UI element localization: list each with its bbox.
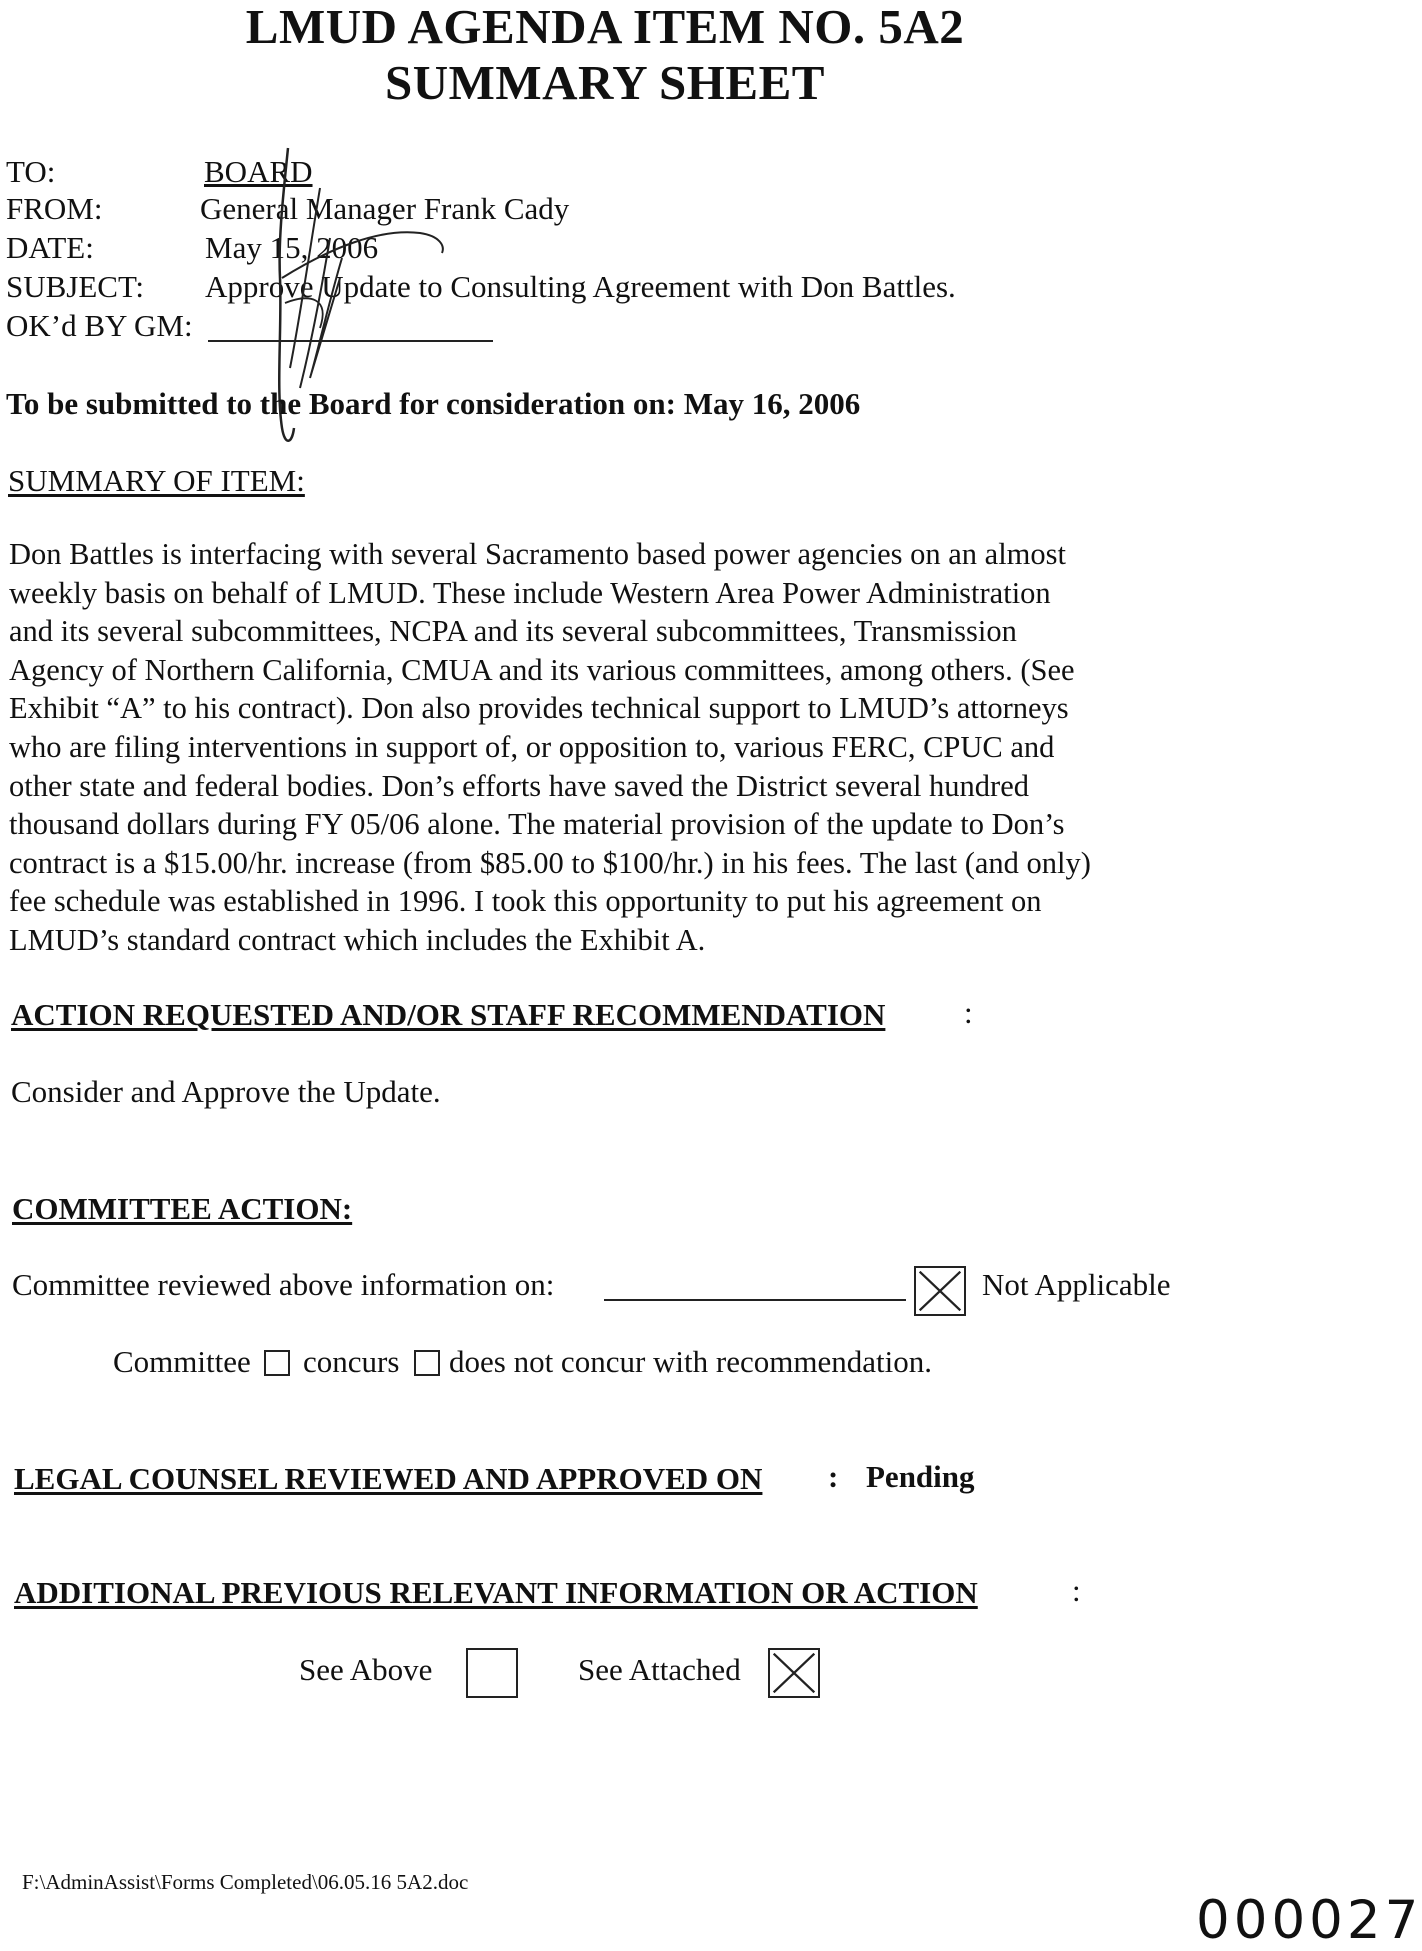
from-label: FROM: — [6, 191, 103, 226]
okd-by-gm-label: OK’d BY GM: — [6, 308, 193, 343]
date-label: DATE: — [6, 230, 94, 265]
summary-line: Agency of Northern California, CMUA and its various committees, among others. (See — [9, 652, 1075, 687]
does-not-concur-checkbox[interactable] — [414, 1350, 440, 1376]
file-path-footer: F:\AdminAssist\Forms Completed\06.05.16 5A2.doc — [22, 1870, 469, 1894]
additional-info-heading: ADDITIONAL PREVIOUS RELEVANT INFORMATION OR ACTION — [14, 1575, 978, 1610]
concurs-label: concurs — [303, 1344, 400, 1379]
see-attached-label: See Attached — [578, 1652, 741, 1687]
summary-line: and its several subcommittees, NCPA and its several subcommittees, Transmission — [9, 614, 1017, 649]
not-applicable-checkbox[interactable] — [914, 1266, 966, 1316]
legal-status: Pending — [866, 1459, 975, 1494]
subject-label: SUBJECT: — [6, 269, 144, 304]
not-applicable-label: Not Applicable — [982, 1267, 1171, 1302]
summary-line: who are filing interventions in support of, or opposition to, various FERC, CPUC and — [9, 729, 1055, 764]
gm-signature-line — [208, 340, 493, 342]
committee-reviewed-text: Committee reviewed above information on: — [12, 1267, 555, 1302]
committee-label: Committee — [113, 1344, 251, 1379]
summary-line: Don Battles is interfacing with several Sacramento based power agencies on an almost — [9, 537, 1067, 571]
additional-heading-colon: : — [1072, 1573, 1081, 1608]
to-label: TO: — [6, 154, 56, 189]
committee-action-heading: COMMITTEE ACTION: — [12, 1191, 353, 1226]
summary-paragraph — [9, 535, 1219, 960]
does-not-concur-label: does not concur with recommendation. — [449, 1344, 932, 1379]
summary-line: fee schedule was established in 1996. I took this opportunity to put his agreement on — [9, 884, 1042, 919]
summary-line: weekly basis on behalf of LMUD. These include Western Area Power Administration — [9, 575, 1051, 610]
summary-heading: SUMMARY OF ITEM: — [8, 463, 305, 498]
agenda-item-title: LMUD AGENDA ITEM NO. 5A2 — [245, 0, 965, 54]
date-value: May 15, 2006 — [205, 230, 379, 265]
summary-line: other state and federal bodies. Don’s efforts have saved the District several hundred — [9, 768, 1029, 803]
action-requested-text: Consider and Approve the Update. — [11, 1074, 441, 1109]
see-above-checkbox[interactable] — [466, 1648, 518, 1698]
summary-sheet-title: SUMMARY SHEET — [385, 55, 825, 110]
summary-line: Exhibit “A” to his contract). Don also provides technical support to LMUD’s attorneys — [9, 691, 1069, 726]
concurs-checkbox[interactable] — [264, 1350, 290, 1376]
subject-value: Approve Update to Consulting Agreement with Don Battles. — [205, 269, 956, 304]
action-requested-heading: ACTION REQUESTED AND/OR STAFF RECOMMENDATION — [11, 997, 886, 1032]
legal-counsel-heading: LEGAL COUNSEL REVIEWED AND APPROVED ON — [14, 1461, 763, 1496]
summary-line: LMUD’s standard contract which includes the Exhibit A. — [9, 922, 706, 957]
to-value: BOARD — [204, 154, 313, 189]
from-value: General Manager Frank Cady — [200, 191, 570, 226]
summary-line: contract is a $15.00/hr. increase (from $85.00 to $100/hr.) in his fees. The last (and only) — [9, 845, 1091, 880]
bates-page-number: 000027 — [1196, 1890, 1422, 1951]
see-attached-checkbox[interactable] — [768, 1648, 820, 1698]
see-above-label: See Above — [299, 1652, 433, 1687]
committee-review-date-field[interactable] — [604, 1299, 906, 1301]
action-heading-colon: : — [964, 995, 973, 1030]
submission-date-line: To be submitted to the Board for consideration on: May 16, 2006 — [6, 386, 861, 421]
legal-heading-colon: : — [828, 1459, 839, 1494]
summary-line: thousand dollars during FY 05/06 alone. The material provision of the update to Don’s — [9, 807, 1065, 842]
